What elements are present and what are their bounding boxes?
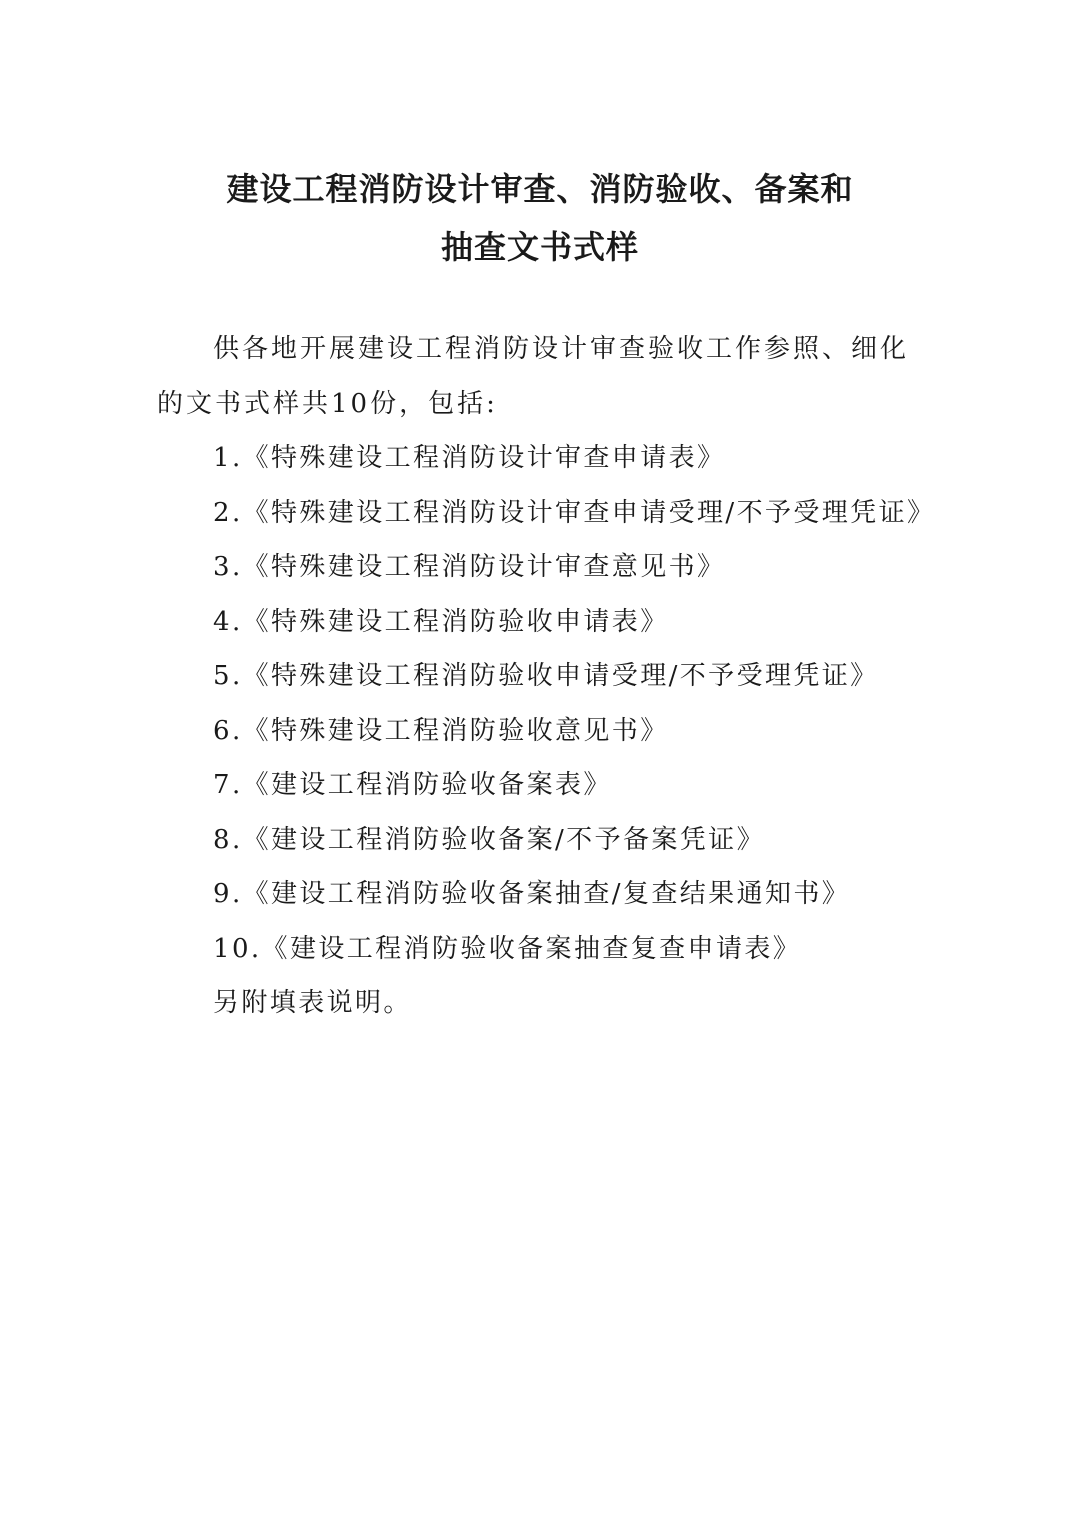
list-item: 6.《特殊建设工程消防验收意见书》 [213, 715, 669, 746]
form-list [157, 431, 937, 976]
closing-note: 另附填表说明。 [213, 988, 412, 1018]
intro-paragraph: 供各地开展建设工程消防设计审查验收工作参照、细化的文书式样共10份，包括: [157, 334, 910, 419]
list-item: 7.《建设工程消防验收备案表》 [213, 770, 612, 800]
title-line-2: 抽查文书式样 [440, 228, 639, 266]
list-item: 9.《建设工程消防验收备案抽查/复查结果通知书》 [213, 879, 851, 909]
list-item: 4.《特殊建设工程消防验收申请表》 [213, 606, 669, 637]
list-item: 5.《特殊建设工程消防验收申请受理/不予受理凭证》 [213, 661, 879, 691]
list-item: 10.《建设工程消防验收备案抽查复查申请表》 [213, 933, 802, 964]
title-line-1: 建设工程消防设计审查、消防验收、备案和 [226, 170, 854, 208]
list-item: 3.《特殊建设工程消防设计审查意见书》 [213, 552, 726, 582]
document-body [157, 322, 937, 1031]
list-item: 8.《建设工程消防验收备案/不予备案凭证》 [213, 824, 765, 855]
list-item: 2.《特殊建设工程消防设计审查申请受理/不予受理凭证》 [213, 497, 936, 528]
list-item: 1.《特殊建设工程消防设计审查申请表》 [213, 443, 726, 473]
document-title [0, 160, 1080, 276]
